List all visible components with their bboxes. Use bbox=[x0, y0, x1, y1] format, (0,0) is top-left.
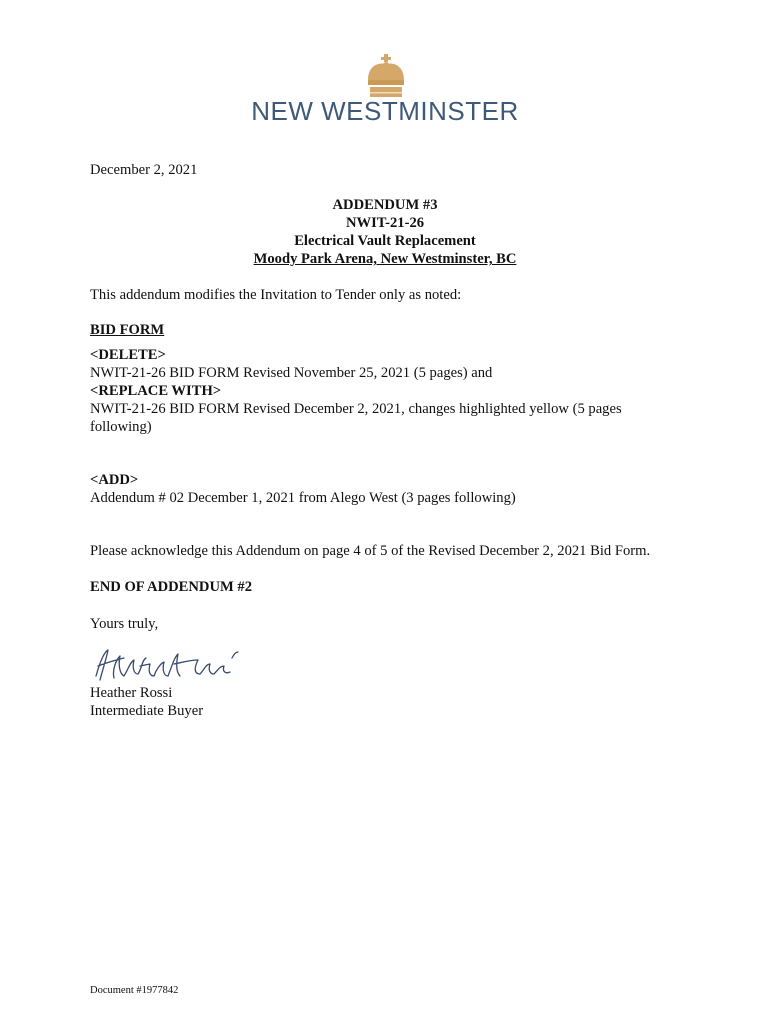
heading-project-title: Electrical Vault Replacement bbox=[294, 233, 476, 249]
delete-tag: <DELETE> bbox=[90, 347, 166, 363]
heading-addendum-number: ADDENDUM #3 bbox=[332, 197, 438, 213]
add-text: Addendum # 02 December 1, 2021 from Alego West (3 pages following) bbox=[90, 490, 516, 506]
letter-date: December 2, 2021 bbox=[90, 162, 198, 178]
closing-text: Yours truly, bbox=[90, 616, 159, 632]
intro-text: This addendum modifies the Invitation to Tender only as noted: bbox=[90, 287, 462, 303]
replace-tag: <REPLACE WITH> bbox=[90, 383, 222, 399]
replace-text-line1: NWIT-21-26 BID FORM Revised December 2, 2021, changes highlighted yellow (5 pages bbox=[90, 401, 622, 417]
addendum-heading bbox=[0, 196, 770, 268]
heading-location: Moody Park Arena, New Westminster, BC bbox=[253, 251, 517, 267]
add-tag: <ADD> bbox=[90, 472, 139, 488]
acknowledge-text: Please acknowledge this Addendum on page 4 of 5 of the Revised December 2, 2021 Bid Form. bbox=[90, 543, 651, 559]
replace-text-line2: following) bbox=[90, 419, 152, 435]
logo-wordmark: NEW WESTMINSTER bbox=[251, 96, 519, 126]
bid-form-title: BID FORM bbox=[90, 322, 165, 338]
signer-name: Heather Rossi bbox=[90, 685, 173, 701]
crown-icon bbox=[364, 54, 408, 100]
document-number: Document #1977842 bbox=[90, 985, 179, 996]
signer-title: Intermediate Buyer bbox=[90, 703, 204, 719]
delete-text: NWIT-21-26 BID FORM Revised November 25, 2021 (5 pages) and bbox=[90, 365, 493, 381]
heading-tender-number: NWIT-21-26 bbox=[345, 215, 425, 231]
signature-image bbox=[90, 642, 240, 684]
end-of-addendum: END OF ADDENDUM #2 bbox=[90, 579, 253, 595]
